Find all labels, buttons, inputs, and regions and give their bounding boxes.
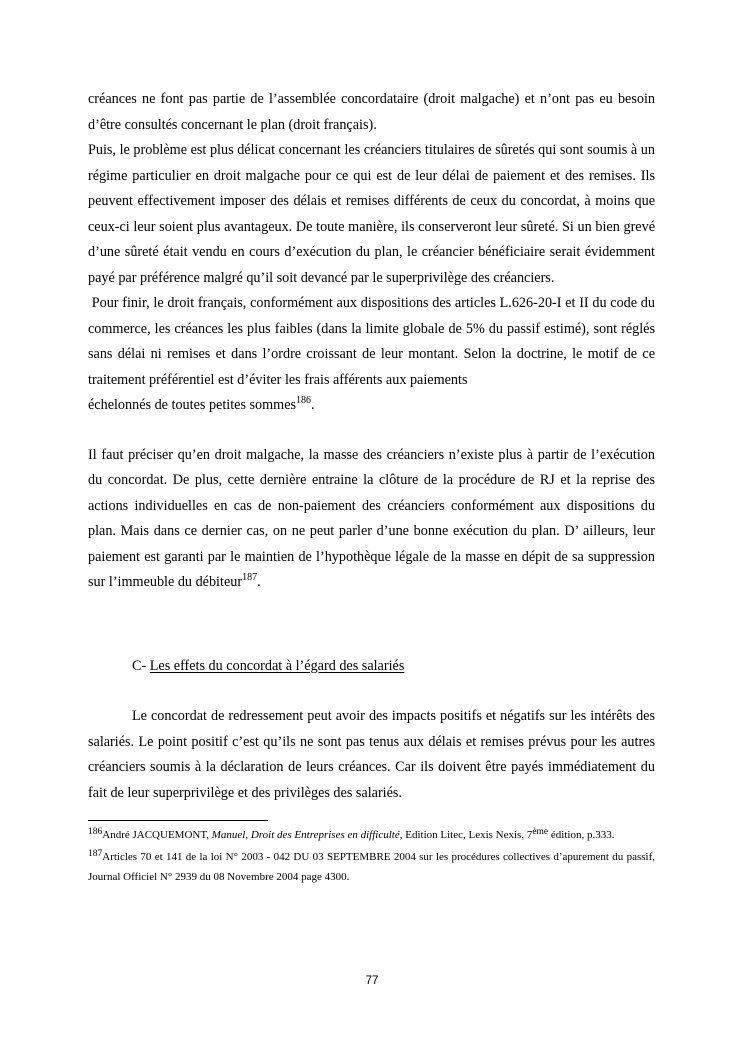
footnote-186-publisher: , Edition Litec, Lexis Nexis, 7 [399, 829, 533, 841]
paragraph-3-end: . [311, 397, 315, 413]
footnote-186-author: André JACQUEMONT, [102, 829, 212, 841]
footnote-ref-187: 187 [242, 572, 258, 583]
footnote-186-title: Manuel, Droit des Entreprises en difficulté [211, 829, 400, 841]
footnote-186-edition-sup: ème [532, 827, 549, 837]
footnote-ref-186: 186 [296, 395, 312, 406]
section-heading [88, 654, 655, 680]
paragraph-1: créances ne font pas partie de l’assemblée concordataire (droit malgache) et n’ont pas eu besoin d’être consultés concernant le plan (droit français). [88, 91, 655, 133]
section-heading-title: Les effets du concordat à l’égard des salariés [149, 657, 405, 674]
footnote-187-text: Articles 70 et 141 de la loi N° 2003 - 042 DU 03 SEPTEMBRE 2004 sur les procédures collectives d’apurement du passif, Journal Officiel N° 2939 du 08 Novembre 2004 page 4300. [88, 851, 655, 883]
paragraph-4-end: . [257, 574, 261, 590]
paragraph-2: Puis, le problème est plus délicat concernant les créanciers titulaires de sûretés qui sont soumis à un régime particulier en droit malgache pour ce qui est de leur délai de paiement et des remises. Ils peuvent effectivement imposer des délais et remises différents de ceux du concordat, à moins que ceux-ci leur soient plus avantageux. De toute manière, ils conserveront leur sûreté. Si un bien grevé d’une sûreté était vendu en cours d’exécution du plan, le créancier bénéficiaire serait évidemment payé par préférence malgré qu’il soit devancé par le superprivilège des créanciers. [88, 142, 655, 286]
page-body [88, 87, 655, 887]
paragraph-4-last: en dépit de sa suppression sur l’immeuble du débiteur [88, 548, 655, 590]
footnote-186 [88, 825, 655, 845]
footnote-186-end: édition, p.333. [548, 829, 615, 841]
paragraph-3-text: Pour finir, le droit français, conformément aux dispositions des articles L.626-20-I et II du code du commerce, les créances les plus faibles (dans la limite globale de 5% du passif estimé), sont réglés sans délai ni remises et dans l’ordre croissant de leur montant. Selon la doctrine, le motif de ce traitement préférentiel est d’éviter les frais afférents aux paiements [88, 295, 655, 388]
paragraph-3-last: échelonnés de toutes petites sommes [88, 397, 297, 413]
footnote-187-number: 187 [88, 849, 103, 859]
paragraph-5: Le concordat de redressement peut avoir des impacts positifs et négatifs sur les intérêts des salariés. Le point positif c’est qu’ils ne sont pas tenus aux délais et remises prévus pour les autres créanciers soumis à la déclaration de leurs créances. Car ils doivent être payés immédiatement du fait de leur superprivilège et des privilèges des salariés. [88, 708, 655, 801]
paragraph-4 [88, 443, 655, 596]
footnote-separator [88, 820, 268, 821]
paragraph-4-text: Il faut préciser qu’en droit malgache, la masse des créanciers n’existe plus à partir de l’exécution du concordat. De plus, cette dernière entraine la clôture de la procédure de RJ et la reprise des actions individuelles en cas de non-paiement des créanciers conformément aux dispositions du plan. Mais dans ce dernier cas, on ne peut parler d’une bonne exécution du plan. D’ ailleurs, leur paiement est garanti par le maintien de l’hypothèque légale de la masse [88, 446, 655, 565]
footnote-186-number: 186 [88, 827, 103, 837]
footnote-187 [88, 847, 655, 887]
page-number: 77 [365, 975, 379, 987]
section-heading-prefix: C- [132, 657, 150, 674]
paragraph-3 [88, 291, 655, 419]
